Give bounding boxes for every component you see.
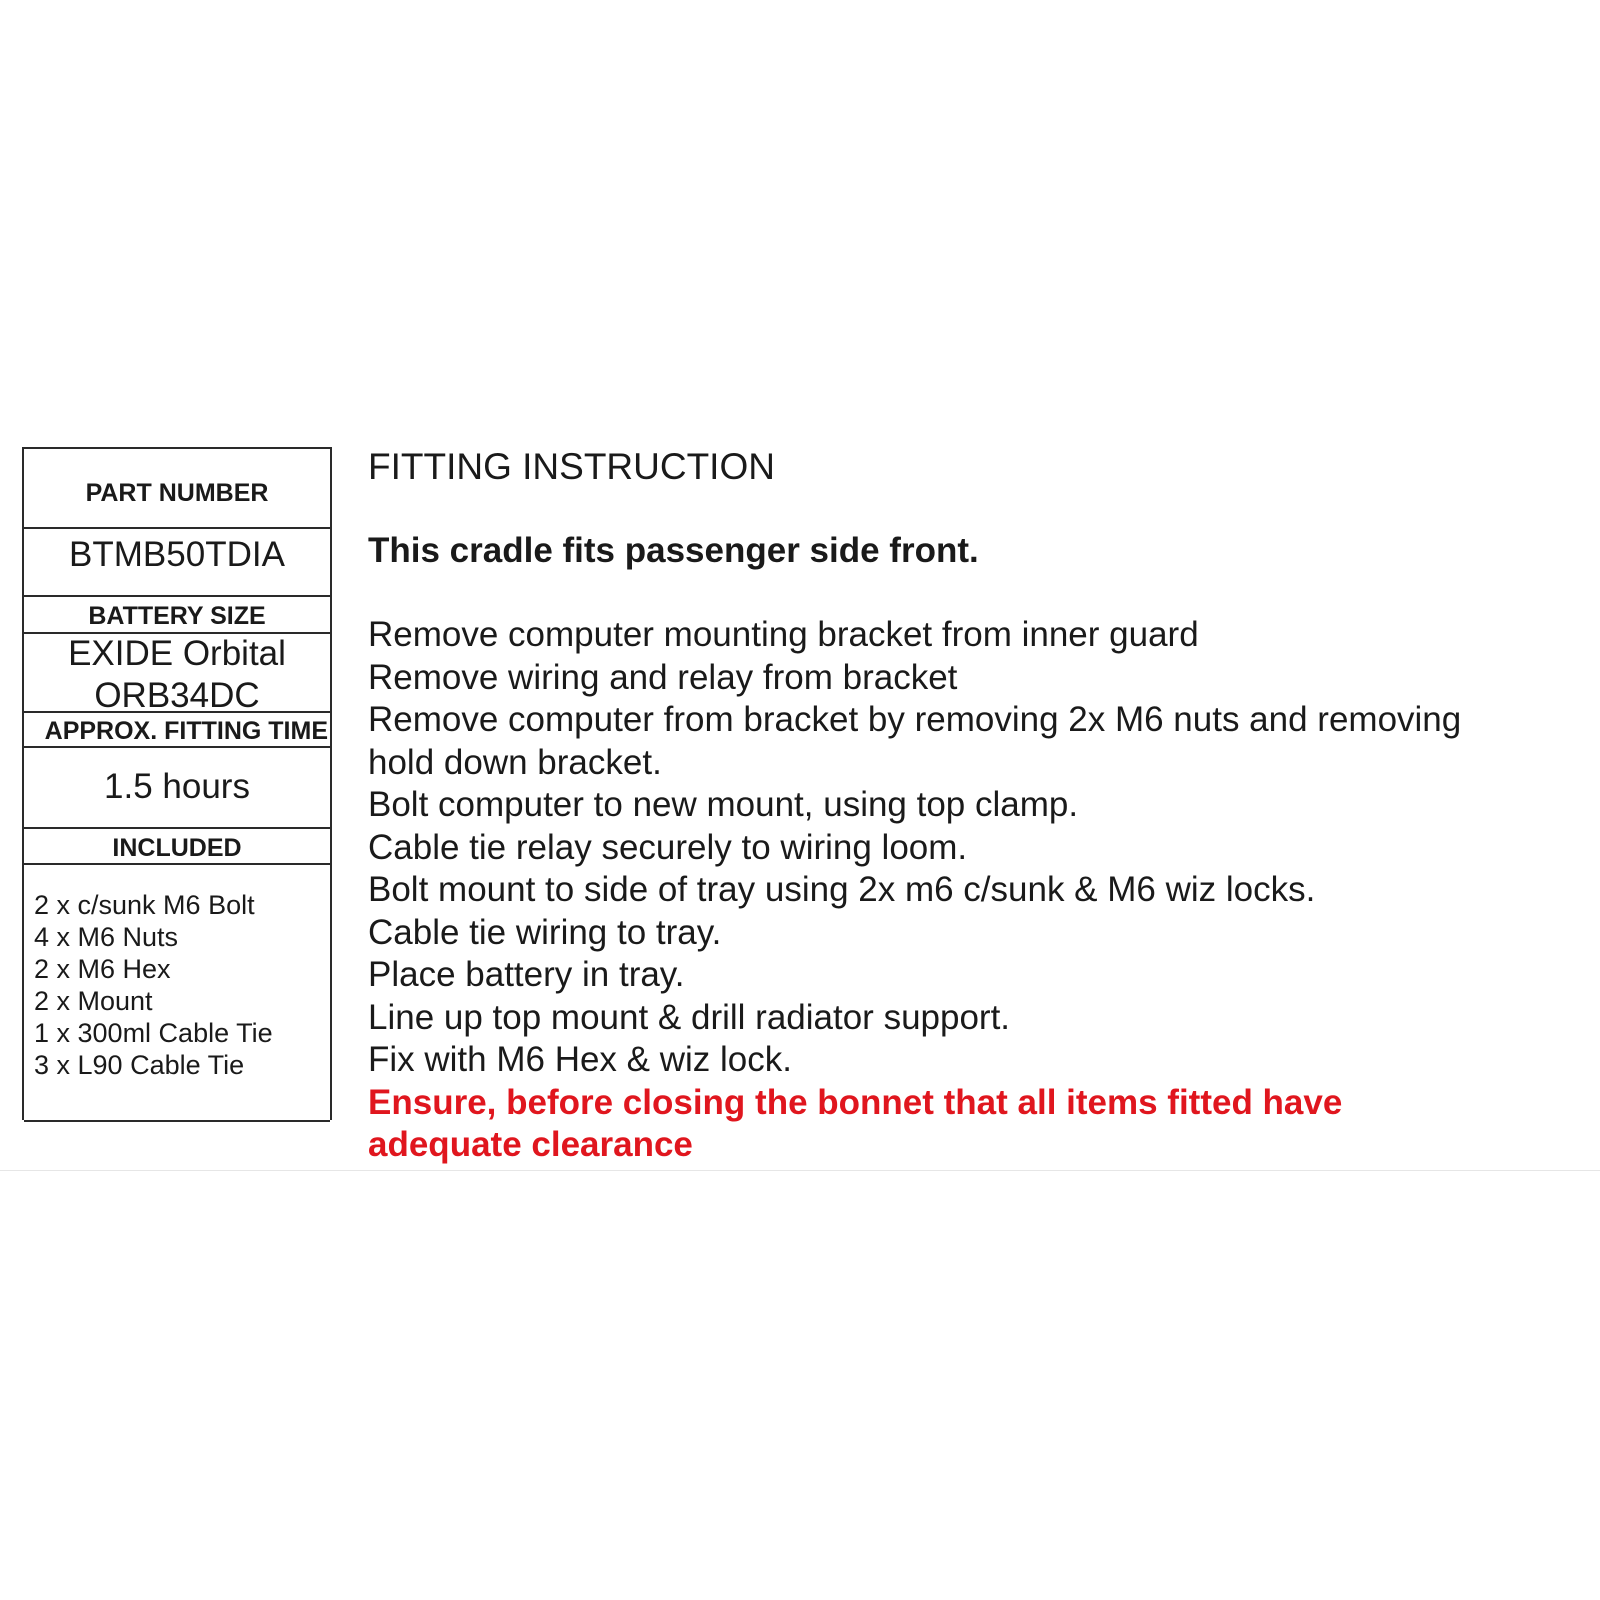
included-list <box>34 889 273 1081</box>
instruction-step: Line up top mount & drill radiator support. <box>368 997 1011 1037</box>
list-item: 3 x L90 Cable Tie <box>34 1050 245 1080</box>
divider <box>24 1120 330 1122</box>
instruction-step: Remove wiring and relay from bracket <box>368 657 958 697</box>
instruction-step: hold down bracket. <box>368 742 662 782</box>
list-item: 2 x c/sunk M6 Bolt <box>34 890 255 920</box>
instructions-title: FITTING INSTRUCTION <box>368 446 775 487</box>
instruction-step: Place battery in tray. <box>368 955 685 994</box>
list-item: 1 x 300ml Cable Tie <box>34 1018 273 1048</box>
divider <box>24 746 330 748</box>
instruction-step: Remove computer mounting bracket from inner guard <box>368 615 1199 654</box>
instruction-step: Cable tie relay securely to wiring loom. <box>368 827 968 867</box>
part-number-value: BTMB50TDIA <box>69 535 285 574</box>
battery-size-value <box>24 633 330 717</box>
instruction-step: Cable tie wiring to tray. <box>368 912 722 952</box>
battery-size-line1: EXIDE Orbital <box>68 634 286 673</box>
included-label: INCLUDED <box>112 834 242 862</box>
divider <box>24 527 330 529</box>
part-number-label: PART NUMBER <box>85 479 269 507</box>
instruction-step: Remove computer from bracket by removing 2x M6 nuts and removing <box>368 700 1462 739</box>
instruction-step: Fix with M6 Hex & wiz lock. <box>368 1040 792 1079</box>
list-item: 2 x Mount <box>34 986 153 1016</box>
battery-size-label: BATTERY SIZE <box>88 602 266 630</box>
warning-line: Ensure, before closing the bonnet that all items fitted have <box>368 1082 1343 1122</box>
warning-line: adequate clearance <box>368 1125 693 1164</box>
battery-size-line2: ORB34DC <box>94 676 260 715</box>
divider <box>24 711 330 713</box>
fitting-time-label: APPROX. FITTING TIME <box>44 717 328 745</box>
list-item: 4 x M6 Nuts <box>34 922 179 952</box>
divider <box>0 1170 1600 1171</box>
divider <box>24 827 330 829</box>
instructions-subtitle: This cradle fits passenger side front. <box>368 531 979 570</box>
instruction-step: Bolt mount to side of tray using 2x m6 c/sunk & M6 wiz locks. <box>368 870 1316 909</box>
divider <box>24 863 330 865</box>
instruction-step: Bolt computer to new mount, using top clamp. <box>368 785 1079 824</box>
instruction-steps <box>368 614 1461 1167</box>
list-item: 2 x M6 Hex <box>34 954 171 984</box>
fitting-time-value: 1.5 hours <box>104 767 250 806</box>
divider <box>24 595 330 597</box>
spec-table <box>22 447 332 1120</box>
